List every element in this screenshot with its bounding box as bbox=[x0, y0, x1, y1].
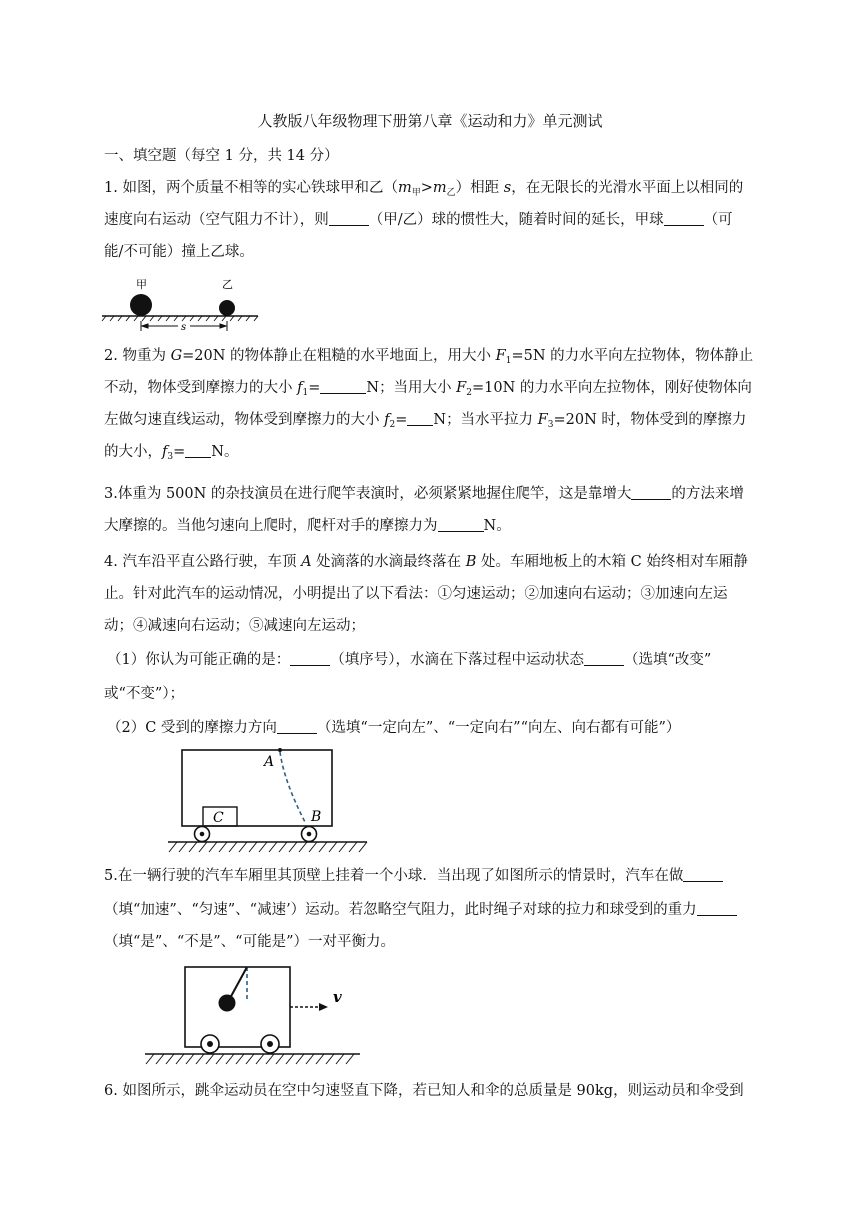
q4-line-1: 4. 汽车沿平直公路行驶，车顶 A 处滴落的水滴最终落在 B 处。车厢地板上的木箱 C 始终相对车厢静 bbox=[104, 554, 748, 570]
answer-blank[interactable] bbox=[185, 443, 211, 458]
answer-blank[interactable] bbox=[438, 517, 484, 532]
label-c: C bbox=[213, 810, 224, 826]
q2-line-2: 不动，物体受到摩擦力的大小 $f_1= N$；当用大小 $F_2=10N$ 的力水平向左拉物体，刚好使物体向 bbox=[104, 380, 752, 398]
answer-blank[interactable] bbox=[631, 485, 671, 500]
q3-line-2: 大摩擦的。当他匀速向上爬时，爬杆对手的摩擦力为 N。 bbox=[104, 518, 511, 534]
ground-hatch bbox=[169, 842, 367, 852]
water-drop-path bbox=[280, 752, 306, 824]
q4-part1-line-2: 或“不变”）； bbox=[104, 686, 185, 702]
label-s: s bbox=[181, 322, 187, 333]
ball bbox=[219, 995, 236, 1012]
q4-line-3: 动；④减速向右运动；⑤减速向左运动； bbox=[104, 618, 365, 634]
q1-line-2: 速度向右运动（空气阻力不计），则 （甲/乙）球的惯性大，随着时间的延长，甲球 （可 bbox=[104, 212, 733, 228]
label-b: B bbox=[311, 809, 322, 825]
answer-blank[interactable] bbox=[290, 651, 330, 666]
label-a: A bbox=[264, 754, 275, 770]
q2-line-4: 的大小，$f_3= N$。 bbox=[104, 444, 239, 462]
carriage-body bbox=[182, 750, 332, 826]
ground-hatch bbox=[146, 1054, 354, 1064]
q1-figure-two-balls bbox=[100, 276, 260, 334]
q4-figure-truck-carriage bbox=[165, 744, 370, 856]
q1-line-3: 能/不可能）撞上乙球。 bbox=[104, 244, 254, 260]
answer-blank[interactable] bbox=[277, 719, 317, 734]
q2-line-3: 左做匀速直线运动，物体受到摩擦力的大小 $f_2= N$；当水平拉力 $F_3=20N$ 时，物体受到的摩擦力 bbox=[104, 412, 747, 430]
q4-part1-line-1: （1）你认为可能正确的是： （填序号），水滴在下落过程中运动状态 （选填“改变” bbox=[107, 652, 712, 668]
label-yi: 乙 bbox=[222, 278, 233, 291]
answer-blank[interactable] bbox=[329, 211, 369, 226]
page-title: 人教版八年级物理下册第八章《运动和力》单元测试 bbox=[257, 112, 603, 130]
carriage-body bbox=[185, 967, 290, 1047]
q1-line-1: 1. 如图，两个质量不相等的实心铁球甲和乙$(m_甲>m_乙)$相距 s，在无限长的光滑水平面上以相同的 bbox=[104, 180, 744, 198]
answer-blank[interactable] bbox=[320, 379, 366, 394]
q4-part2-line: （2）C 受到的摩擦力方向 （选填“一定向左”、“一定向右”“向左、向右都有可能”） bbox=[107, 720, 681, 736]
answer-blank[interactable] bbox=[683, 867, 723, 882]
point-a bbox=[278, 748, 282, 752]
q5-line-3: （填“是”、“不是”、“可能是”）一对平衡力。 bbox=[104, 934, 395, 950]
answer-blank[interactable] bbox=[664, 211, 704, 226]
section-heading: 一、填空题（每空 1 分，共 14 分） bbox=[104, 148, 339, 164]
q2-line-1: 2. 物重为 G=20N 的物体静止在粗糙的水平地面上，用大小 $F_1=5N$ 的力水平向左拉物体，物体静止 bbox=[104, 348, 754, 366]
q5-line-1: 5.在一辆行驶的汽车车厢里其顶壁上挂着一个小球．当出现了如图所示的情景时，汽车在做 bbox=[104, 866, 764, 886]
arrowhead bbox=[319, 1003, 328, 1011]
q4-line-2: 止。针对此汽车的运动情况，小明提出了以下看法：①匀速运动；②加速向右运动；③加速向左运 bbox=[104, 586, 728, 602]
label-v: v bbox=[333, 988, 342, 1006]
q6-line-1: 6. 如图所示，跳伞运动员在空中匀速竖直下降，若已知人和伞的总质量是 90kg，则运动员和伞受到 bbox=[104, 1083, 744, 1099]
ball-yi bbox=[219, 300, 235, 316]
string bbox=[229, 967, 247, 1000]
q3-line-1: 3.体重为 500N 的杂技演员在进行爬竿表演时，必须紧紧地握住爬竿，这是靠增大 的方法来增 bbox=[104, 486, 744, 502]
q5-figure-car-pendulum bbox=[140, 962, 362, 1068]
answer-blank[interactable] bbox=[407, 411, 433, 426]
label-jia: 甲 bbox=[136, 278, 147, 291]
q5-line-2: （填“加速”、“匀速”、“减速’）运动。若忽略空气阻力，此时绳子对球的拉力和球受到的重力 bbox=[104, 900, 764, 920]
ball-jia bbox=[130, 294, 152, 316]
answer-blank[interactable] bbox=[584, 651, 624, 666]
answer-blank[interactable] bbox=[697, 901, 737, 916]
